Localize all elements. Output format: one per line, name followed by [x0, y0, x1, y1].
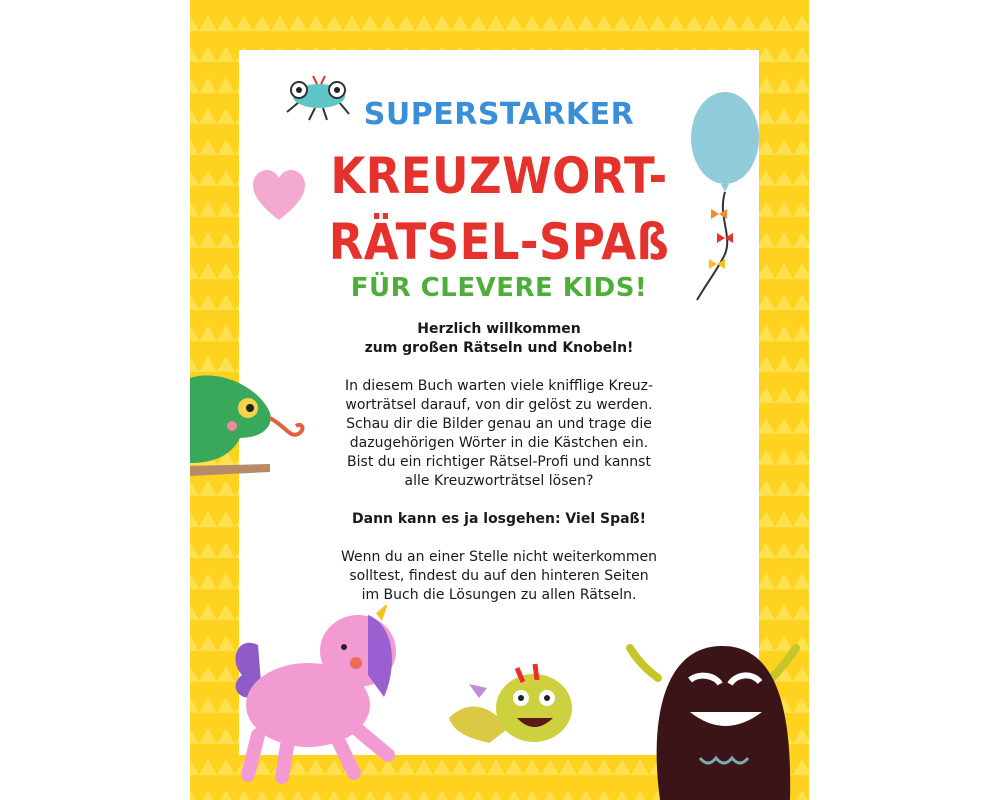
unicorn-icon: [218, 605, 428, 785]
book-page: [190, 0, 809, 800]
welcome-heading: [299, 320, 699, 358]
intro-paragraph: [299, 377, 699, 491]
intro-line: alle Kreuzworträtsel lösen?: [404, 473, 594, 489]
intro-line: dazugehörigen Wörter in die Kästchen ein.: [349, 435, 649, 451]
chameleon-icon: [190, 368, 310, 498]
heart-icon: [251, 168, 307, 224]
title-superstarker: SUPERSTARKER: [363, 97, 635, 132]
intro-text: [299, 320, 699, 624]
outro-paragraph: [299, 548, 699, 605]
balloon-icon: [687, 88, 759, 308]
dark-monster-icon: [620, 628, 809, 800]
callout-text: Dann kann es ja losgehen: Viel Spaß!: [352, 511, 646, 527]
lizard-monster-icon: [439, 658, 579, 758]
title-kreuzwort: KREUZWORT-: [330, 147, 668, 205]
outro-line: Wenn du an einer Stelle nicht weiterkommen: [341, 549, 657, 565]
intro-line: In diesem Buch warten viele knifflige Kreuz-: [344, 378, 654, 394]
title-raetsel-spass: RÄTSEL-SPAß: [328, 213, 670, 271]
title-fuer-clevere-kids: FÜR CLEVERE KIDS!: [350, 273, 648, 303]
outro-line: im Buch die Lösungen zu allen Rätseln.: [361, 587, 637, 603]
outro-line: solltest, findest du auf den hinteren Seiten: [349, 568, 649, 584]
intro-line: Bist du ein richtiger Rätsel-Profi und kannst: [347, 454, 651, 470]
intro-line: Schau dir die Bilder genau an und trage die: [346, 416, 652, 432]
welcome-heading-line1: Herzlich willkommen: [417, 321, 581, 337]
bug-icon: [279, 72, 359, 124]
welcome-heading-line2: zum großen Rätseln und Knobeln!: [364, 340, 634, 356]
intro-line: worträtsel darauf, von dir gelöst zu werden.: [345, 397, 653, 413]
